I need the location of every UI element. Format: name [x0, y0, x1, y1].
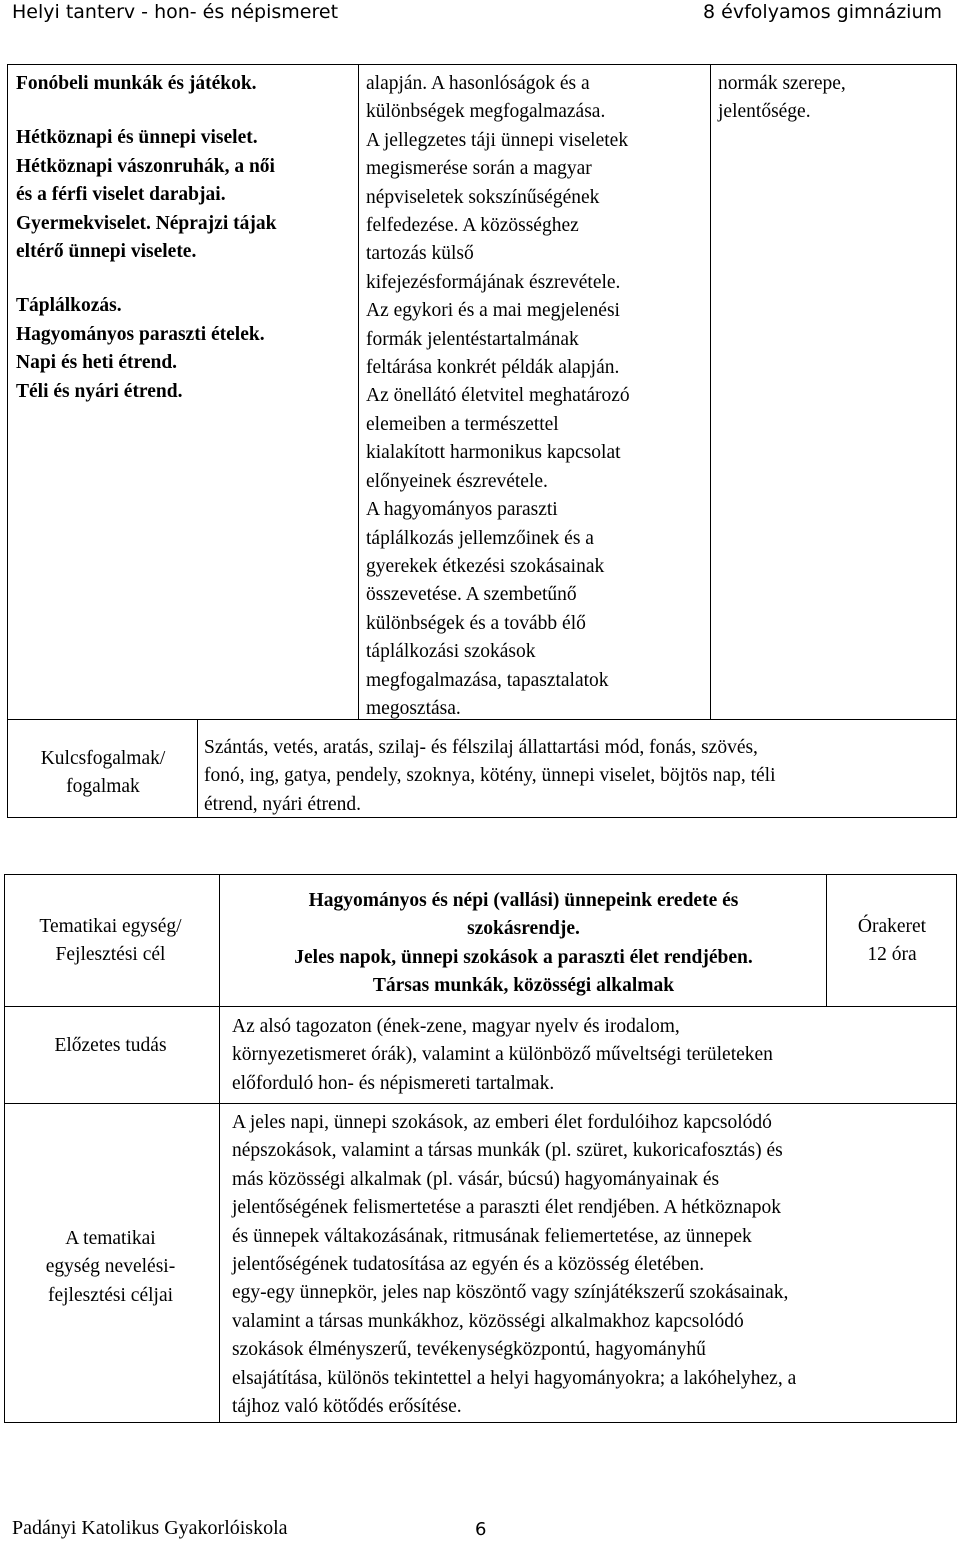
goals-line: tájhoz való kötődés erősítése. — [232, 1396, 462, 1418]
thematic-unit-title-line: Jeles napok, ünnepi szokások a paraszti élet rendjében. — [294, 946, 753, 968]
key-concepts-line: étrend, nyári étrend. — [204, 793, 362, 815]
key-concepts-text — [204, 734, 952, 819]
activity-line: Az önellátó életvitel meghatározó — [366, 385, 630, 407]
activity-line: összevetése. A szembetűnő — [366, 584, 577, 606]
hours-value: 12 óra — [867, 944, 917, 966]
thematic-unit-label-line: Tematikai egység/ — [39, 916, 182, 937]
hours-box — [832, 913, 952, 970]
goals-line: jelentőségének felismertetése a paraszti élet rendjében. A hétköznapok — [232, 1197, 782, 1219]
thematic-unit-title-line: Hagyományos és népi (vallási) ünnepeink eredete és — [308, 890, 739, 911]
connection-line: jelentősége. — [718, 101, 811, 123]
activity-line: tartozás külső — [366, 243, 474, 265]
thematic-unit-label — [8, 913, 213, 970]
topic-line: eltérő ünnepi viselete. — [16, 241, 197, 263]
header-school-type: 8 évfolyamos gimnázium — [703, 1, 942, 23]
thematic-unit-title-line: Társas munkák, közösségi alkalmak — [372, 975, 675, 997]
activity-line: alapján. A hasonlóságok és a — [366, 73, 590, 94]
prior-knowledge-line: előforduló hon- és népismereti tartalmak. — [232, 1072, 555, 1094]
topic-line: Hagyományos paraszti ételek. — [16, 323, 265, 345]
topic-line: és a férfi viselet darabjai. — [16, 184, 226, 206]
topic-taplalkozas: Táplálkozás. — [16, 295, 122, 317]
activity-line: megfogalmazása, tapasztalatok — [366, 669, 609, 691]
goals-line: más közösségi alkalmak (pl. vásár, búcsú) hagyományainak és — [232, 1168, 720, 1190]
activity-line: A jellegzetes táji ünnepi viseletek — [366, 129, 629, 151]
footer-school: Padányi Katolikus Gyakorlóiskola — [12, 1517, 288, 1539]
goals-label-line: A tematikai — [65, 1228, 156, 1249]
thematic-unit-label-line: Fejlesztési cél — [55, 944, 166, 966]
activity-line: előnyeinek észrevétele. — [366, 470, 548, 492]
connection-line: normák szerepe, — [718, 73, 846, 94]
activity-line: elemeiben a természettel — [366, 413, 559, 435]
topic-line: Téli és nyári étrend. — [16, 380, 183, 402]
header-title: Helyi tanterv - hon- és népismeret — [12, 1, 339, 23]
hours-label: Órakeret — [857, 916, 927, 937]
activity-line: táplálkozás jellemzőinek és a — [366, 527, 594, 549]
key-concepts-line: Szántás, vetés, aratás, szilaj- és félszilaj állattartási mód, fonás, szövés, — [204, 737, 758, 758]
key-concepts-line: fonó, ing, gatya, pendely, szoknya, kötény, ünnepi viselet, böjtös nap, téli — [204, 765, 776, 787]
topic-line: Hétköznapi vászonruhák, a női — [16, 155, 275, 177]
activity-line: különbségek és a tovább élő — [366, 612, 586, 634]
goals-line: és ünnepek váltakozásának, ritmusának feliemertetése, az ünnepek — [232, 1225, 752, 1247]
topic-line: Gyermekviselet. Néprajzi tájak — [16, 212, 277, 234]
key-concepts-label-line: Kulcsfogalmak/ — [40, 748, 166, 769]
activity-line: kialakított harmonikus kapcsolat — [366, 442, 621, 464]
prior-knowledge-label — [8, 1032, 213, 1060]
prior-knowledge-line: környezetismeret órák), valamint a különböző műveltségi területeken — [232, 1044, 773, 1066]
activity-line: népviseletek sokszínűségének — [366, 186, 600, 208]
goals-line: népszokások, valamint a társas munkák (pl. szüret, kukoricafosztás) és — [232, 1140, 783, 1162]
activity-line: gyerekek étkezési szokásainak — [366, 555, 605, 577]
goals-label-line: egység nevelési- — [45, 1256, 176, 1278]
activity-line: Az egykori és a mai megjelenési — [366, 300, 620, 322]
prior-knowledge-line: Az alsó tagozaton (ének-zene, magyar nyelv és irodalom, — [232, 1016, 680, 1037]
activities-column — [366, 70, 706, 723]
page-number: 6 — [475, 1519, 487, 1540]
key-concepts-label-line: fogalmak — [66, 776, 140, 798]
topic-viselet: Hétköznapi és ünnepi viselet. — [16, 127, 258, 149]
activity-line: megosztása. — [366, 697, 461, 719]
connections-column — [718, 70, 953, 127]
topic-line: Napi és heti étrend. — [16, 352, 178, 374]
goals-line: valamint a társas munkákhoz, közösségi alkalmakhoz kapcsolódó — [232, 1310, 744, 1332]
goals-line: jelentőségének tudatosítása az egyén és a közösség életében. — [232, 1254, 705, 1276]
thematic-unit-title — [226, 887, 821, 1001]
goals-line: A jeles napi, ünnepi szokások, az emberi élet fordulóihoz kapcsolódó — [232, 1112, 772, 1133]
goals-line: szokások élményszerű, tevékenységközpontú, hagyományhű — [232, 1339, 706, 1361]
activity-line: különbségek megfogalmazása. — [366, 101, 606, 123]
goals-line: egy-egy ünnepkör, jeles nap köszöntő vagy színjátékszerű szokásainak, — [232, 1282, 789, 1304]
goals-label-line: fejlesztési céljai — [47, 1284, 174, 1306]
activity-line: feltárása konkrét példák alapján. — [366, 357, 620, 379]
activity-line: formák jelentéstartalmának — [366, 328, 579, 350]
activity-line: A hagyományos paraszti — [366, 499, 558, 521]
goals-text — [232, 1109, 952, 1421]
thematic-unit-title-line: szokásrendje. — [467, 918, 580, 940]
prior-knowledge-text — [232, 1013, 952, 1098]
activity-line: táplálkozási szokások — [366, 641, 536, 663]
activity-line: felfedezése. A közösséghez — [366, 215, 579, 237]
goals-line: elsajátítása, különös tekintettel a helyi hagyományokra; a lakóhelyhez, a — [232, 1367, 797, 1389]
activity-line: megismerése során a magyar — [366, 158, 592, 180]
prior-knowledge-label-line: Előzetes tudás — [54, 1035, 167, 1056]
goals-label — [8, 1225, 213, 1310]
activity-line: kifejezésformájának észrevétele. — [366, 271, 621, 293]
key-concepts-label — [8, 745, 198, 802]
topic-fono: Fonóbeli munkák és játékok. — [16, 73, 257, 94]
topics-column — [16, 70, 341, 406]
